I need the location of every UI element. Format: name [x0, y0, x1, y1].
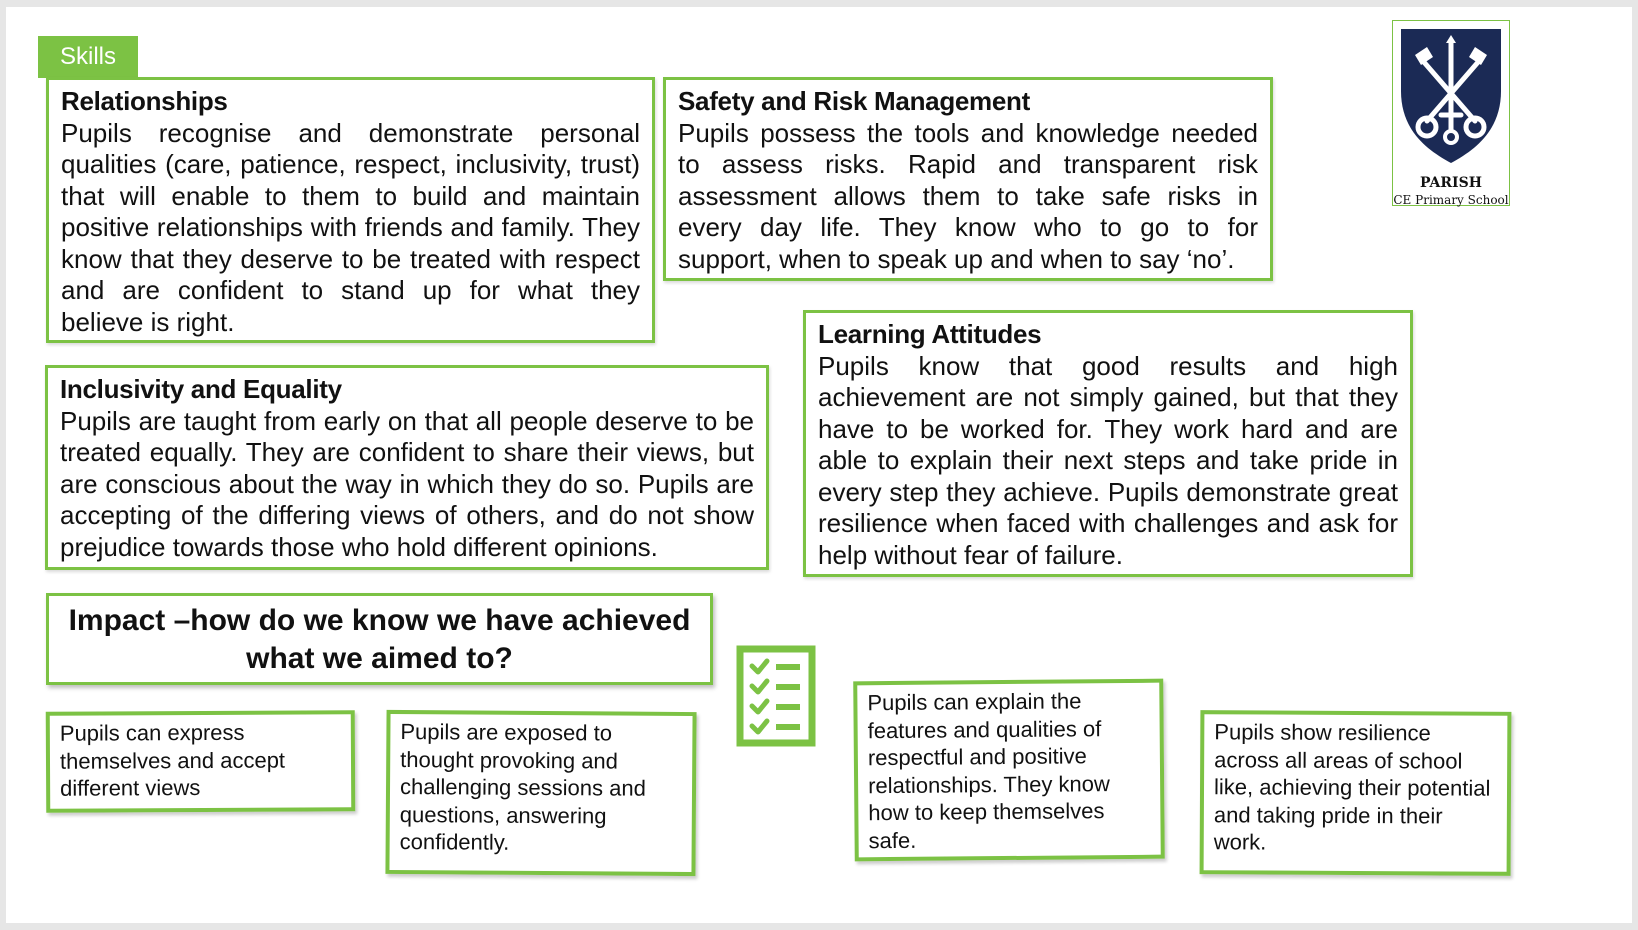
- impact-card-1-text: Pupils can express themselves and accept different views: [59, 719, 286, 801]
- relationships-text: Pupils recognise and demonstrate personal qualities (care, patience, respect, inclusivity, trust) that will enable to them to build and maintain positive relationships with friends and family. They know that they deserve to be treated with respect and are confident to stand up for what they believe is right.: [61, 117, 640, 337]
- impact-card-3: [853, 679, 1165, 862]
- slide: [6, 7, 1632, 923]
- safety-box: [663, 77, 1273, 281]
- safety-heading: Safety and Risk Management: [678, 86, 1030, 116]
- safety-text: Pupils possess the tools and knowledge needed to assess risks. Rapid and transparent risk assessment allows them to take safe risks in every day life. They know who to go to for support, when to speak up and when to say ‘no’.: [678, 117, 1258, 274]
- school-logo: [1392, 20, 1510, 206]
- impact-card-4-text: Pupils show resilience across all areas of school like, achieving their potential and taking pride in their work.: [1213, 719, 1491, 855]
- checklist-icon: [736, 645, 816, 747]
- impact-title: [46, 593, 713, 685]
- inclusivity-box: [45, 365, 769, 570]
- impact-card-2-text: Pupils are exposed to thought provoking and challenging sessions and questions, answering confidently.: [399, 719, 646, 855]
- inclusivity-text: Pupils are taught from early on that all people deserve to be treated equally. They are confident to share their views, but are conscious about the way in which they do so. Pupils are accepting of the differing views of others, and do not show prejudice towards those who hold different opinions.: [60, 405, 754, 562]
- school-name: PARISH: [1420, 175, 1482, 191]
- impact-card-3-text: Pupils can explain the features and qualities of respectful and positive relationships. They know how to keep themselves safe.: [867, 688, 1110, 853]
- relationships-heading: Relationships: [61, 86, 228, 116]
- learning-attitudes-text: Pupils know that good results and high achievement are not simply gained, but that they have to be worked for. They work hard and are able to explain their next steps and take pride in every step they achieve. Pupils demonstrate great resilience when faced with challenges and ask for help without fear of failure.: [818, 350, 1398, 570]
- impact-card-1: [46, 710, 356, 813]
- impact-card-4: [1200, 710, 1512, 876]
- impact-card-2: [385, 710, 696, 876]
- impact-title-line1: Impact –how do we know we have achieved: [68, 604, 691, 637]
- impact-title-line2: what we aimed to?: [246, 642, 513, 675]
- learning-attitudes-box: [803, 310, 1413, 577]
- school-subtitle: CE Primary School: [1393, 193, 1509, 207]
- crest-icon: [1393, 21, 1509, 171]
- skills-tag: Skills: [38, 36, 138, 78]
- inclusivity-heading: Inclusivity and Equality: [60, 374, 342, 404]
- relationships-box: [46, 77, 655, 343]
- learning-attitudes-heading: Learning Attitudes: [818, 319, 1042, 349]
